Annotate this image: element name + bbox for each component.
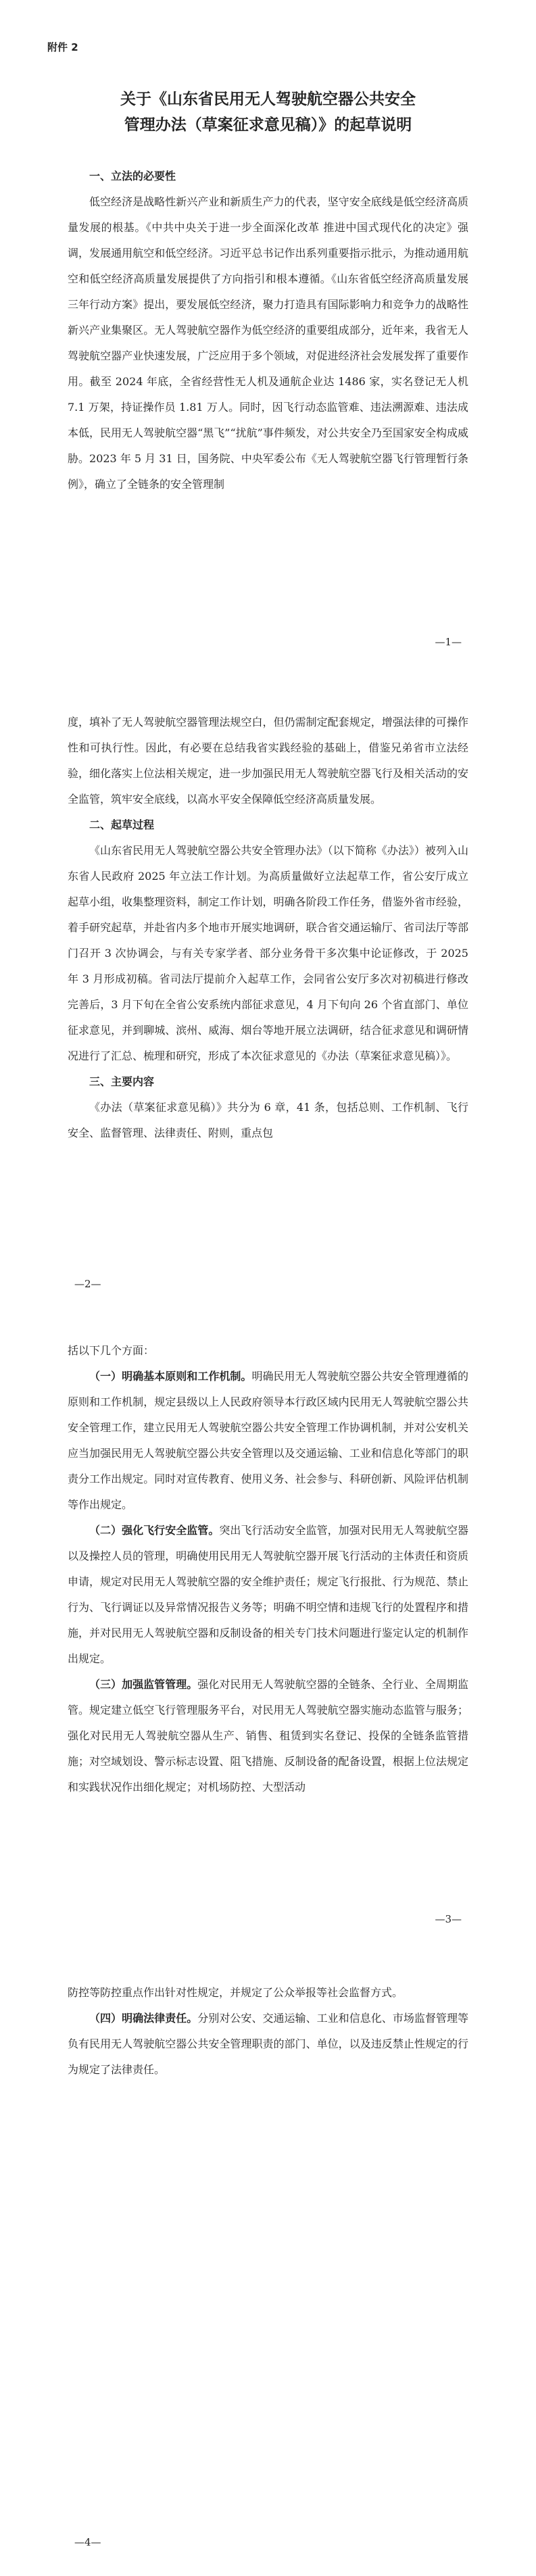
annex-label: 附件 2 (47, 41, 78, 53)
page-3 (0, 1318, 536, 1953)
page-4 (0, 1953, 536, 2576)
item-1-text: 明确民用无人驾驶航空器公共安全管理遵循的原则和工作机制，规定县级以上人民政府领导本行政区域内民用无人驾驶航空器公共安全管理工作，建立民用无人驾驶航空器公共安全管理工作协调机制，并对公安机关应当加强民用无人驾驶航空器公共安全管理以及交通运输、工业和信息化等部门的职责分工作出规定。同时对宣传教育、使用义务、社会参与、科研创新、风险评估机制等作出规定。 (68, 1370, 468, 1511)
page-number-4: —4— (74, 2536, 101, 2548)
page-number-2: —2— (74, 1278, 101, 1290)
title-line-2: 管理办法（草案征求意见稿）》的起草说明 (124, 116, 412, 134)
item-4-text: 分别对公安、交通运输、工业和信息化、市场监督管理等负有民用无人驾驶航空器公共安全管理职责的部门、单位，以及违反禁止性规定的行为规定了法律责任。 (68, 2012, 468, 2076)
item-3-continued: 防控等防控重点作出针对性规定，并规定了公众举报等社会监督方式。 (68, 1986, 404, 1999)
section-2-heading: 二、起草过程 (89, 818, 155, 831)
section-3-heading: 三、主要内容 (89, 1075, 155, 1088)
item-1-title: （一）明确基本原则和工作机制。 (89, 1370, 252, 1383)
page-number-3: —3— (435, 1913, 462, 1925)
page-number-1: —1— (435, 636, 462, 648)
document-title (68, 86, 468, 138)
title-line-1: 关于《山东省民用无人驾驶航空器公共安全 (120, 91, 416, 108)
item-3-title: （三）加强监管管理。 (89, 1678, 198, 1691)
section-3-paragraph: 《办法（草案征求意见稿）》共分为 6 章，41 条，包括总则、工作机制、飞行安全、监督管理、法律责任、附则，重点包 (68, 1101, 468, 1139)
section-2-paragraph: 《山东省民用无人驾驶航空器公共安全管理办法》（以下简称《办法》）被列入山东省人民政府 2025 年立法工作计划。为高质量做好立法起草工作，省公安厅成立起草小组，收集整理资料，制定工作计划，明确各阶段工作任务，借鉴外省市经验，着手研究起草，并赴省内多个地市开展实地调研，联合省交通运输厅、省司法厅等部门召开 3 次协调会，与有关专家学者、部分业务骨干多次集中论证修改，于 2025 年 3 月形成初稿。省司法厅提前介入起草工作，会同省公安厅多次对初稿进行修改完善后，3 月下旬在全省公安系统内部征求意见，4 月下旬向 26 个省直部门、单位征求意见，并到聊城、滨州、威海、烟台等地开展立法调研，结合征求意见和调研情况进行了汇总、梳理和研究，形成了本次征求意见的《办法（草案征求意见稿）》。 (68, 844, 468, 1062)
section-1-paragraph-continued: 度，填补了无人驾驶航空器管理法规空白，但仍需制定配套规定，增强法律的可操作性和可执行性。因此，有必要在总结我省实践经验的基础上，借鉴兄弟省市立法经验，细化落实上位法相关规定，进一步加强民用无人驾驶航空器飞行及相关活动的安全监管，筑牢安全底线，以高水平安全保障低空经济高质量发展。 (68, 716, 468, 806)
page-1 (0, 0, 536, 676)
item-2 (68, 1518, 468, 1672)
item-4 (68, 2006, 468, 2083)
item-1 (68, 1364, 468, 1518)
item-4-title: （四）明确法律责任。 (89, 2012, 198, 2025)
item-3 (68, 1672, 468, 1800)
section-1-paragraph: 低空经济是战略性新兴产业和新质生产力的代表，坚守安全底线是低空经济高质量发展的根基。《中共中央关于进一步全面深化改革 推进中国式现代化的决定》强调，发展通用航空和低空经济。习近平总书记作出系列重要指示批示，为推动通用航空和低空经济高质量发展提供了方向指引和根本遵循。《山东省低空经济高质量发展三年行动方案》提出，要发展低空经济，聚力打造具有国际影响力和竞争力的战略性新兴产业集聚区。无人驾驶航空器作为低空经济的重要组成部分，近年来，我省无人驾驶航空器产业快速发展，广泛应用于多个领域，对促进经济社会发展发挥了重要作用。截至 2024 年底，全省经营性无人机及通航企业达 1486 家，实名登记无人机 7.1 万架，持证操作员 1.81 万人。同时，因飞行动态监管难、违法溯源难、违法成本低，民用无人驾驶航空器“黑飞”“扰航”事件频发，对公共安全乃至国家安全构成威胁。2023 年 5 月 31 日，国务院、中央军委公布《无人驾驶航空器飞行管理暂行条例》，确立了全链条的安全管理制 (68, 195, 468, 491)
item-2-title: （二）强化飞行安全监管。 (89, 1524, 220, 1537)
section-3-paragraph-continued: 括以下几个方面： (68, 1344, 155, 1357)
item-3-text: 强化对民用无人驾驶航空器的全链条、全行业、全周期监管。规定建立低空飞行管理服务平台，对民用无人驾驶航空器实施动态监管与服务；强化对民用无人驾驶航空器从生产、销售、租赁到实名登记、投保的全链条监管措施；对空域划设、警示标志设置、阻飞措施、反制设备的配备设置，根据上位法规定和实践状况作出细化规定；对机场防控、大型活动 (68, 1678, 468, 1793)
section-1-heading: 一、立法的必要性 (89, 170, 176, 182)
item-2-text: 突出飞行活动安全监管，加强对民用无人驾驶航空器以及操控人员的管理，明确使用民用无人驾驶航空器开展飞行活动的主体责任和资质申请，规定对民用无人驾驶航空器的安全维护责任；规定飞行报批、行为规范、禁止行为、飞行调证以及异常情况报告义务等；明确不明空情和违规飞行的处置程序和措施，并对民用无人驾驶航空器和反制设备的相关专门技术问题进行鉴定认定的机制作出规定。 (68, 1524, 468, 1665)
page-2 (0, 676, 536, 1318)
